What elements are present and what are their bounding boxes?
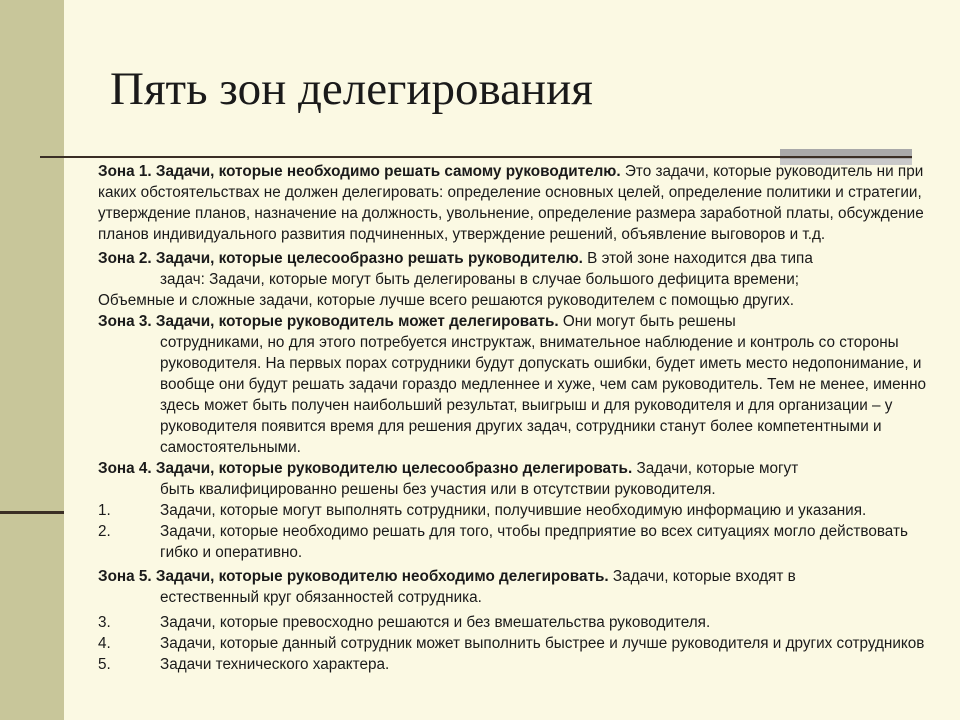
side-decor-line: [0, 511, 64, 514]
list-item-number: 4.: [98, 635, 111, 652]
zone-4-heading: Зона 4. Задачи, которые руководителю целесообразно делегировать.: [98, 460, 633, 477]
zone-1-paragraph: [98, 161, 928, 245]
list-item-text: Задачи, которые могут выполнять сотрудники, получившие необходимую информацию и указания.: [160, 502, 867, 519]
side-decor-band: [0, 0, 64, 720]
zone-5-text-2: естественный круг обязанностей сотрудника.: [160, 589, 482, 606]
slide-body: [98, 161, 928, 675]
list-item-number: 3.: [98, 614, 111, 631]
list-item: [98, 654, 928, 675]
zone-2-heading: Зона 2. Задачи, которые целесообразно решать руководителю.: [98, 250, 583, 267]
list-item: [98, 500, 928, 521]
zone-4-text-1: Задачи, которые могут: [632, 460, 799, 477]
zone-5-text-1: Задачи, которые входят в: [608, 568, 796, 585]
zone-1-heading: Зона 1. Задачи, которые необходимо решать самому руководителю.: [98, 163, 621, 180]
list-item-text: Задачи технического характера.: [160, 656, 390, 673]
list-item: [98, 521, 928, 563]
zone-3-text-1: Они могут быть решены: [558, 313, 736, 330]
zone-4-text-2: быть квалифицированно решены без участия или в отсутствии руководителя.: [160, 481, 716, 498]
zone-2-text-3: Объемные и сложные задачи, которые лучше всего решаются руководителем с помощью других.: [98, 292, 795, 309]
title-rule: [40, 156, 912, 158]
list-item-number: 1.: [98, 502, 111, 519]
zone-2-text-1: В этой зоне находится два типа: [582, 250, 813, 267]
list-item-number: 5.: [98, 656, 111, 673]
zone-3-heading: Зона 3. Задачи, которые руководитель может делегировать.: [98, 313, 559, 330]
slide-title: Пять зон делегирования: [110, 63, 593, 115]
zone-2-paragraph: [98, 248, 928, 311]
zone-3-text-2: сотрудниками, но для этого потребуется инструктаж, внимательное наблюдение и контроль со стороны руководителя. На первых порах сотрудники будут допускать ошибки, будет иметь место недопонимание, и вообще они будут решать задачи гораздо медленнее и хуже, чем сам руководитель. Тем не менее, именно здесь может быть получен наибольший результат, выигрыш и для руководителя и для организации – у руководителя появится время для решения других задач, сотрудники станут более компетентными и самостоятельными.: [160, 334, 927, 456]
zone-5-paragraph: [98, 566, 928, 608]
zone-4-paragraph: [98, 458, 928, 500]
list-item-text: Задачи, которые превосходно решаются и без вмешательства руководителя.: [160, 614, 711, 631]
zone-3-paragraph: [98, 311, 928, 458]
zone-1-text: Это задачи, которые руководитель ни при каких обстоятельствах не должен делегировать: определение основных целей, определение политики и стратегии, утверждение планов, назначение на должность, увольнение, определение размера заработной платы, обсуждение планов индивидуального развития подчиненных, утверждение решений, объявление выговоров и т.д.: [98, 163, 924, 243]
zone-5-heading: Зона 5. Задачи, которые руководителю необходимо делегировать.: [98, 568, 609, 585]
zone-2-text-2: задач: Задачи, которые могут быть делегированы в случае большого дефицита времени;: [160, 271, 800, 288]
list-item: [98, 633, 928, 654]
list-item: [98, 612, 928, 633]
list-item-number: 2.: [98, 523, 111, 540]
list-item-text: Задачи, которые данный сотрудник может выполнить быстрее и лучше руководителя и других сотрудников: [160, 635, 925, 652]
list-item-text: Задачи, которые необходимо решать для того, чтобы предприятие во всех ситуациях могло действовать гибко и оперативно.: [160, 523, 908, 561]
